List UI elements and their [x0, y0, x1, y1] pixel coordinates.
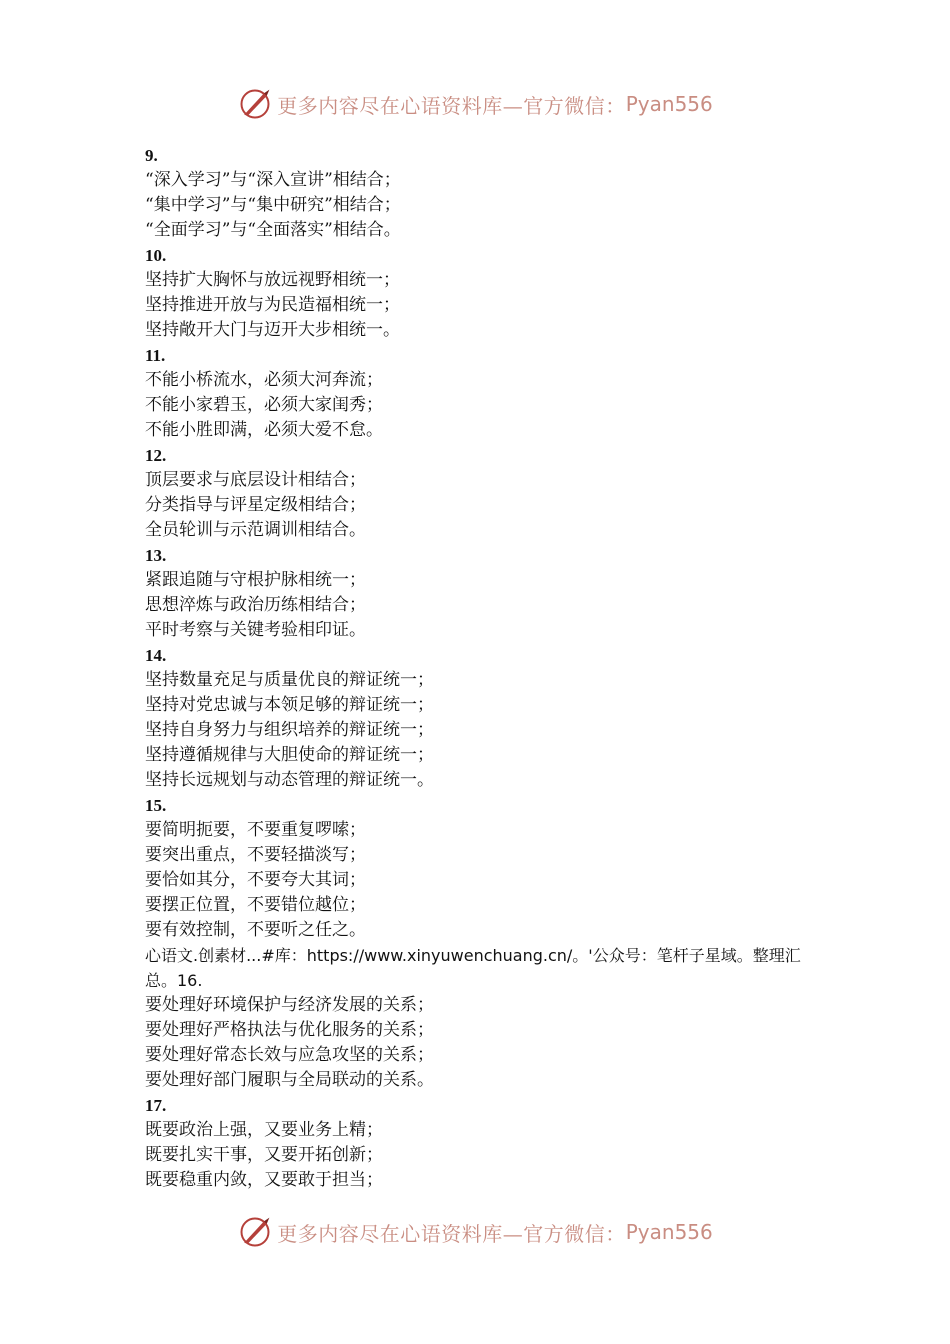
text-line: 平时考察与关键考验相印证。 [145, 620, 366, 640]
watermark-footer [0, 1212, 950, 1252]
text-line: 坚持自身努力与组织培养的辩证统一； [145, 720, 434, 740]
section-number: 14. [145, 646, 167, 665]
section-16 [145, 993, 825, 1093]
section-10 [145, 243, 825, 343]
text-line: 要处理好常态长效与应急攻坚的关系； [145, 1045, 434, 1065]
text-line: 既要稳重内敛，又要敢于担当； [145, 1170, 383, 1190]
document-body [145, 143, 825, 1193]
text-line: 不能小桥流水，必须大河奔流； [145, 370, 383, 390]
section-number: 11. [145, 346, 166, 365]
text-line: “集中学习”与“集中研究”相结合； [145, 195, 401, 215]
section-17 [145, 1093, 825, 1193]
text-line: 既要扎实干事，又要开拓创新； [145, 1145, 383, 1165]
text-line: “深入学习”与“深入宣讲”相结合； [145, 170, 401, 190]
text-line: 坚持敞开大门与迈开大步相统一。 [145, 320, 400, 340]
text-line: 既要政治上强，又要业务上精； [145, 1120, 383, 1140]
text-line: 坚持遵循规律与大胆使命的辩证统一； [145, 745, 434, 765]
text-line: 思想淬炼与政治历练相结合； [145, 595, 366, 615]
text-line: 要有效控制，不要听之任之。 [145, 920, 366, 940]
text-line: 全员轮训与示范调训相结合。 [145, 520, 366, 540]
watermark-wechat-id: Pyan556 [625, 1220, 713, 1244]
section-13 [145, 543, 825, 643]
text-line: 要摆正位置，不要错位越位； [145, 895, 366, 915]
section-12 [145, 443, 825, 543]
text-line: 坚持数量充足与质量优良的辩证统一； [145, 670, 434, 690]
text-line: 要处理好严格执法与优化服务的关系； [145, 1020, 434, 1040]
text-line: 紧跟追随与守根护脉相统一； [145, 570, 366, 590]
text-line: 要处理好环境保护与经济发展的关系； [145, 995, 434, 1015]
text-line: 要处理好部门履职与全局联动的关系。 [145, 1070, 434, 1090]
section-number: 17. [145, 1096, 167, 1115]
section-number: 15. [145, 796, 167, 815]
quill-logo-icon [237, 1214, 273, 1250]
section-number: 10. [145, 246, 167, 265]
text-line: 顶层要求与底层设计相结合； [145, 470, 366, 490]
section-11 [145, 343, 825, 443]
section-15 [145, 793, 825, 943]
text-line: 要简明扼要，不要重复啰嗦； [145, 820, 366, 840]
watermark-wechat-id: Pyan556 [625, 92, 713, 116]
text-line: 坚持对党忠诚与本领足够的辩证统一； [145, 695, 434, 715]
text-line: 坚持扩大胸怀与放远视野相统一； [145, 270, 400, 290]
section-14 [145, 643, 825, 793]
section-number: 13. [145, 546, 167, 565]
text-line: 不能小胜即满，必须大爱不怠。 [145, 420, 383, 440]
text-line: 要突出重点，不要轻描淡写； [145, 845, 366, 865]
source-note: 心语文.创素材...#库：https://www.xinyuwenchuang.cn/。'公众号：笔杆子星域。整理汇总。16. [145, 946, 801, 990]
text-line: 不能小家碧玉，必须大家闺秀； [145, 395, 383, 415]
text-line: “全面学习”与“全面落实”相结合。 [145, 220, 401, 240]
watermark-text: 更多内容尽在心语资料库—官方微信： [277, 93, 626, 118]
section-number: 12. [145, 446, 167, 465]
text-line: 要恰如其分，不要夸大其词； [145, 870, 366, 890]
text-line: 坚持长远规划与动态管理的辩证统一。 [145, 770, 434, 790]
watermark-text: 更多内容尽在心语资料库—官方微信： [277, 1221, 626, 1246]
section-number: 9. [145, 146, 158, 165]
section-9 [145, 143, 825, 243]
text-line: 分类指导与评星定级相结合； [145, 495, 366, 515]
watermark-header [0, 84, 950, 124]
quill-logo-icon [237, 86, 273, 122]
text-line: 坚持推进开放与为民造福相统一； [145, 295, 400, 315]
